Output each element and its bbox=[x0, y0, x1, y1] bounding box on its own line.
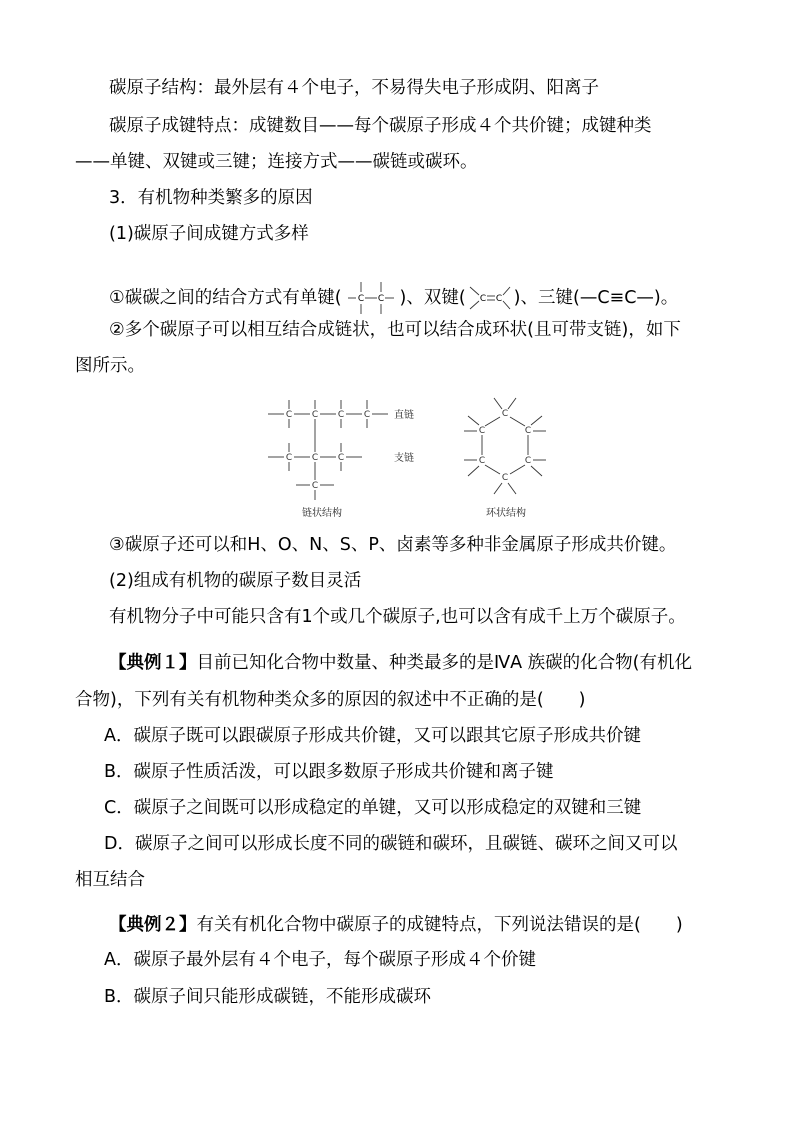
section-heading-3: 3．有机物种类繁多的原因 bbox=[109, 188, 313, 208]
chain-atom: C bbox=[311, 410, 319, 420]
ring-atom: C bbox=[478, 426, 486, 436]
caption-ring-structure: 环状结构 bbox=[486, 508, 526, 519]
chain-atom: C bbox=[363, 410, 371, 420]
text-bonding-features-cont: ——单键、双键或三键；连接方式——碳链或碳环。 bbox=[75, 152, 478, 172]
double-bond-atom-left: C bbox=[479, 294, 486, 304]
text-chain-ring-cont: 图所示。 bbox=[75, 356, 145, 376]
chain-atom: C bbox=[337, 453, 345, 463]
label-branched-chain: 支链 bbox=[394, 453, 414, 464]
single-bond-atom-left: C bbox=[357, 294, 364, 304]
example-2-stem bbox=[109, 913, 683, 937]
subheading-2: (2)组成有机物的碳原子数目灵活 bbox=[109, 571, 362, 591]
example-1-stem-cont: 合物)，下列有关有机物种类众多的原因的叙述中不正确的是( ) bbox=[75, 690, 586, 710]
bond-types-prefix: ①碳碳之间的结合方式有单键( bbox=[109, 288, 342, 308]
ring-atom: C bbox=[501, 409, 509, 419]
bond-types-suffix: )、三键(—C≡C—)。 bbox=[513, 288, 679, 308]
example-1-option-c: C．碳原子之间既可以形成稳定的单键，又可以形成稳定的双键和三键 bbox=[104, 798, 642, 818]
example-2-tag: 【典例２】 bbox=[109, 915, 197, 935]
example-2-text: 有关有机化合物中碳原子的成键特点，下列说法错误的是( ) bbox=[196, 915, 683, 935]
carbon-structure-figure bbox=[260, 388, 560, 528]
subheading-1: (1)碳原子间成键方式多样 bbox=[109, 224, 309, 244]
text-chain-ring: ②多个碳原子可以相互结合成链状，也可以结合成环状(且可带支链)，如下 bbox=[109, 320, 681, 340]
text-carbon-count: 有机物分子中可能只含有1个或几个碳原子,也可以含有成千上万个碳原子。 bbox=[109, 607, 686, 627]
double-bond-formula bbox=[466, 281, 514, 315]
caption-chain-structure: 链状结构 bbox=[302, 508, 342, 519]
chain-atom: C bbox=[311, 453, 319, 463]
example-1-tag: 【典例１】 bbox=[109, 653, 197, 673]
bond-types-mid: )、双键( bbox=[399, 288, 466, 308]
example-1-option-b: B．碳原子性质活泼，可以跟多数原子形成共价键和离子键 bbox=[104, 762, 554, 782]
chain-atom: C bbox=[337, 410, 345, 420]
example-2-option-a: A．碳原子最外层有４个电子，每个碳原子形成４个价键 bbox=[104, 950, 536, 970]
text-carbon-structure: 碳原子结构：最外层有４个电子，不易得失电子形成阴、阳离子 bbox=[109, 78, 599, 98]
chain-atom: C bbox=[285, 453, 293, 463]
single-bond-formula bbox=[342, 278, 400, 318]
text-bond-types bbox=[109, 278, 678, 318]
single-bond-atom-right: C bbox=[377, 294, 384, 304]
example-1-option-d: D．碳原子之间可以形成长度不同的碳链和碳环，且碳链、碳环之间又可以 bbox=[104, 834, 678, 854]
example-1-option-d-cont: 相互结合 bbox=[75, 870, 145, 890]
chain-atom: C bbox=[311, 481, 319, 491]
text-bonding-features: 碳原子成键特点：成键数目——每个碳原子形成４个共价键；成键种类 bbox=[109, 116, 652, 136]
double-bond-atom-right: C bbox=[495, 294, 502, 304]
example-1-stem bbox=[109, 651, 692, 675]
chain-atom: C bbox=[285, 410, 293, 420]
ring-atom: C bbox=[524, 456, 532, 466]
example-2-option-b: B．碳原子间只能形成碳链，不能形成碳环 bbox=[104, 987, 432, 1007]
label-straight-chain: 直链 bbox=[394, 410, 414, 421]
text-nonmetal-bonds: ③碳原子还可以和H、O、N、S、P、卤素等多种非金属原子形成共价键。 bbox=[109, 535, 677, 555]
ring-atom: C bbox=[524, 426, 532, 436]
example-1-text: 目前已知化合物中数量、种类最多的是ⅣA 族碳的化合物(有机化 bbox=[196, 653, 693, 673]
ring-atom: C bbox=[478, 456, 486, 466]
example-1-option-a: A．碳原子既可以跟碳原子形成共价键，又可以跟其它原子形成共价键 bbox=[104, 726, 641, 746]
ring-atom: C bbox=[501, 473, 509, 483]
